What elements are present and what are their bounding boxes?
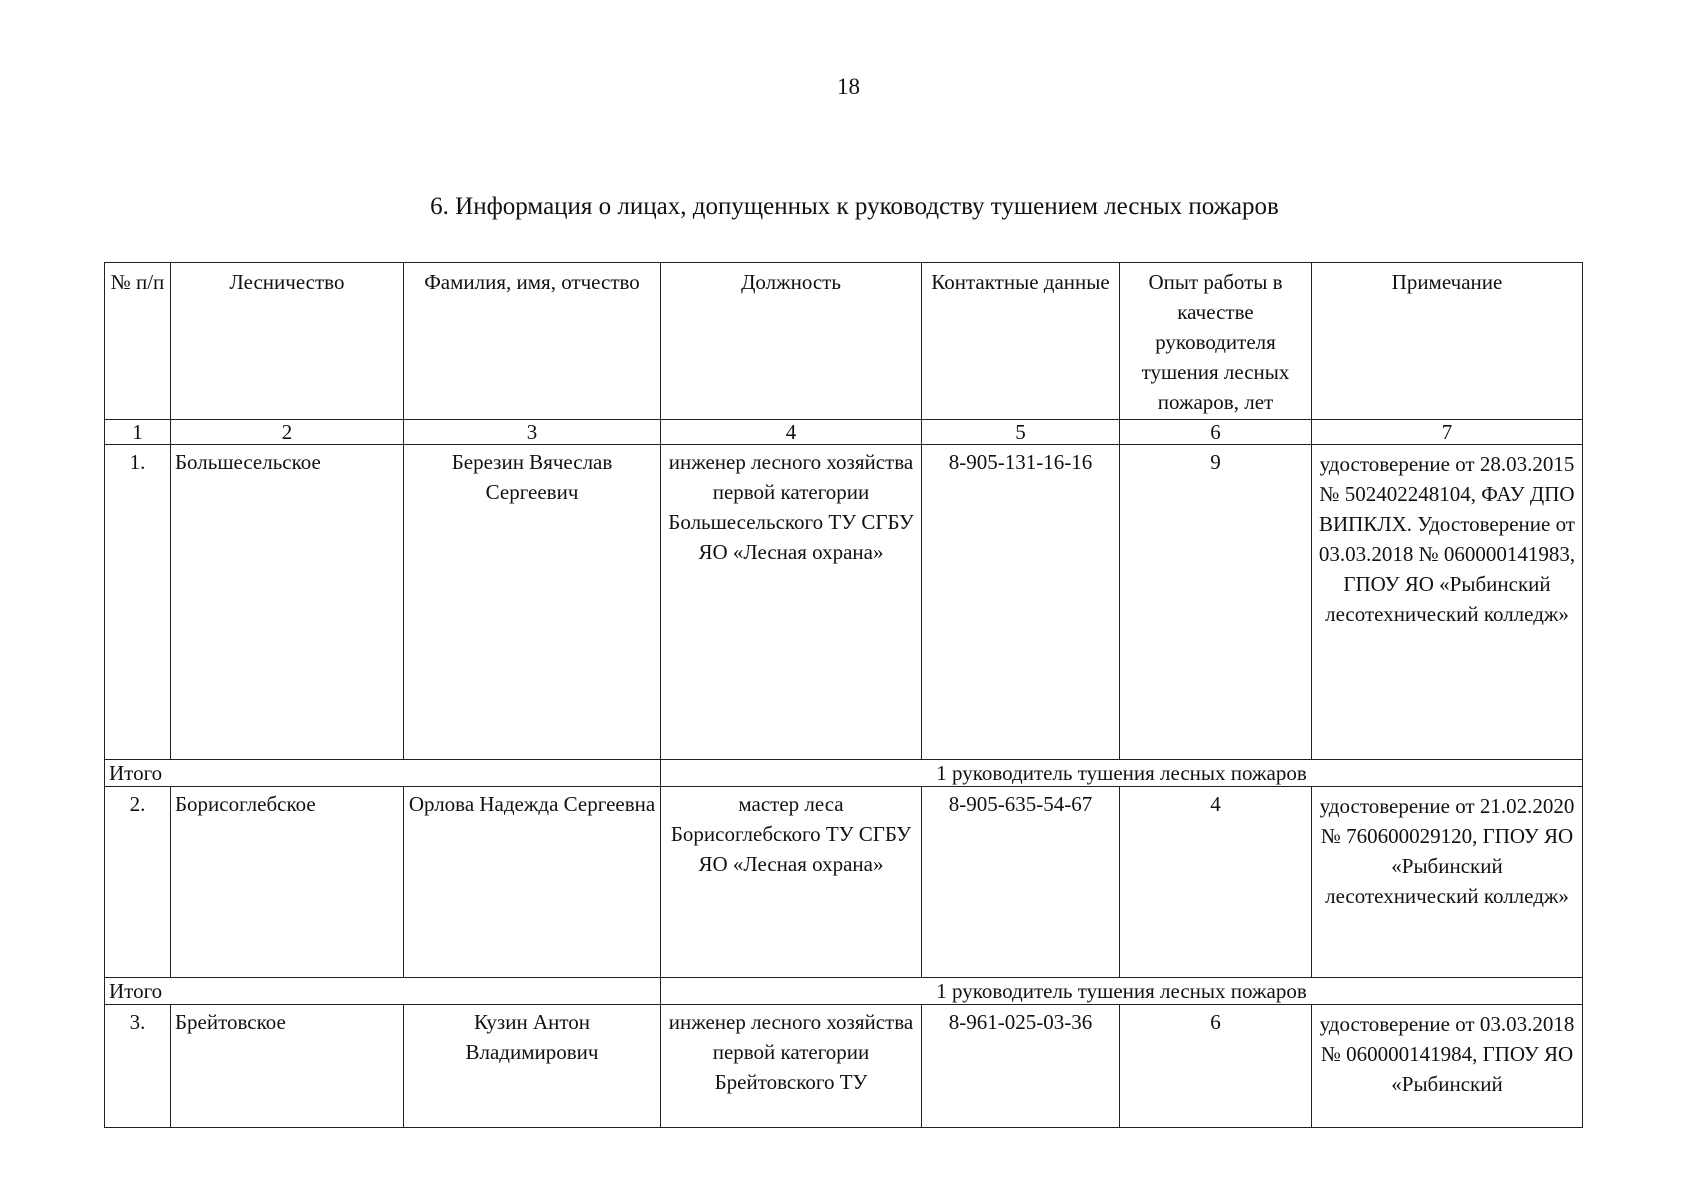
contacts-cell: 8-905-131-16-16 [922, 445, 1120, 760]
header-contacts: Контактные данные [922, 263, 1120, 420]
page-title: 6. Информация о лицах, допущенных к руководству тушением лесных пожаров [430, 193, 1279, 220]
total-text: 1 руководитель тушения лесных пожаров [661, 760, 1583, 787]
column-number: 5 [922, 420, 1120, 445]
column-numbers-row [105, 420, 1583, 445]
column-number: 7 [1312, 420, 1583, 445]
name-cell: Орлова Надежда Сергеевна [404, 787, 661, 978]
contacts-cell: 8-905-635-54-67 [922, 787, 1120, 978]
table-header-row [105, 263, 1583, 420]
name-cell: Березин Вячеслав Сергеевич [404, 445, 661, 760]
column-number: 4 [661, 420, 922, 445]
row-number: 2. [105, 787, 171, 978]
total-row [105, 760, 1583, 787]
forestry-cell: Большесельское [171, 445, 404, 760]
experience-cell: 9 [1120, 445, 1312, 760]
column-number: 2 [171, 420, 404, 445]
position-cell: инженер лесного хозяйства первой категории Брейтовского ТУ [661, 1005, 922, 1128]
column-number: 6 [1120, 420, 1312, 445]
page-number: 18 [837, 74, 860, 99]
position-cell: инженер лесного хозяйства первой категории Большесельского ТУ СГБУ ЯО «Лесная охрана» [661, 445, 922, 760]
header-position: Должность [661, 263, 922, 420]
note-cell: удостоверение от 03.03.2018 № 060000141984, ГПОУ ЯО «Рыбинский [1312, 1005, 1583, 1128]
total-row [105, 978, 1583, 1005]
experience-cell: 4 [1120, 787, 1312, 978]
header-note: Примечание [1312, 263, 1583, 420]
note-cell: удостоверение от 28.03.2015 № 502402248104, ФАУ ДПО ВИПКЛХ. Удостоверение от 03.03.2018 № 060000141983, ГПОУ ЯО «Рыбинский лесотехнический колледж» [1312, 445, 1583, 760]
personnel-table [104, 262, 1583, 1128]
table-row [105, 787, 1583, 978]
total-label: Итого [105, 760, 661, 787]
row-number: 1. [105, 445, 171, 760]
row-number: 3. [105, 1005, 171, 1128]
name-cell: Кузин Антон Владимирович [404, 1005, 661, 1128]
header-number: № п/п [105, 263, 171, 420]
header-name: Фамилия, имя, отчество [404, 263, 661, 420]
total-label: Итого [105, 978, 661, 1005]
total-text: 1 руководитель тушения лесных пожаров [661, 978, 1583, 1005]
table-row [105, 445, 1583, 760]
header-forestry: Лесничество [171, 263, 404, 420]
note-cell: удостоверение от 21.02.2020 № 760600029120, ГПОУ ЯО «Рыбинский лесотехнический колледж» [1312, 787, 1583, 978]
contacts-cell: 8-961-025-03-36 [922, 1005, 1120, 1128]
forestry-cell: Брейтовское [171, 1005, 404, 1128]
column-number: 1 [105, 420, 171, 445]
header-experience: Опыт работы в качестве руководителя тушения лесных пожаров, лет [1120, 263, 1312, 420]
position-cell: мастер леса Борисоглебского ТУ СГБУ ЯО «Лесная охрана» [661, 787, 922, 978]
experience-cell: 6 [1120, 1005, 1312, 1128]
column-number: 3 [404, 420, 661, 445]
table-row [105, 1005, 1583, 1128]
forestry-cell: Борисоглебское [171, 787, 404, 978]
